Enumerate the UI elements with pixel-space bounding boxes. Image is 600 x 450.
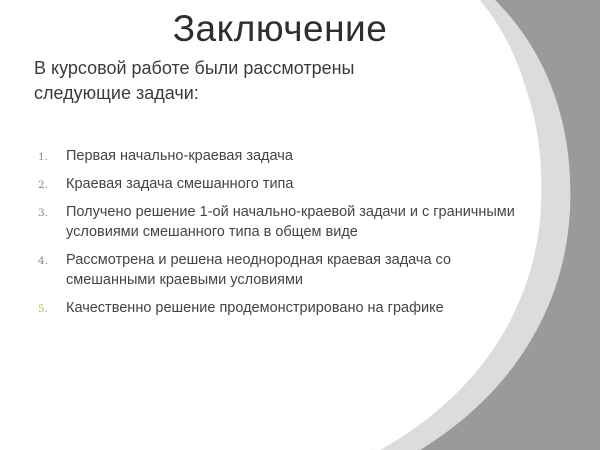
list-item [36, 202, 516, 242]
list-item [36, 298, 516, 318]
list-item [36, 146, 516, 166]
item-number: 5. [38, 303, 49, 315]
intro-text: В курсовой работе были рассмотрены следующие задачи: [34, 58, 355, 103]
list-item [36, 250, 516, 290]
item-number: 4. [38, 255, 49, 267]
item-text: Первая начально-краевая задача [66, 148, 293, 164]
list-item [36, 174, 516, 194]
item-number: 3. [38, 207, 49, 219]
item-text: Качественно решение продемонстрировано на графике [66, 300, 444, 316]
item-text: Краевая задача смешанного типа [66, 176, 294, 192]
slide-title: Заключение [172, 8, 388, 49]
item-text: Рассмотрена и решена неоднородная краевая задача со смешанными краевыми условиями [66, 252, 452, 288]
item-number: 1. [38, 151, 49, 163]
task-list [36, 146, 516, 326]
item-text: Получено решение 1-ой начально-краевой задачи и с граничными условиями смешанного типа в общем виде [66, 204, 515, 240]
item-number: 2. [38, 179, 49, 191]
